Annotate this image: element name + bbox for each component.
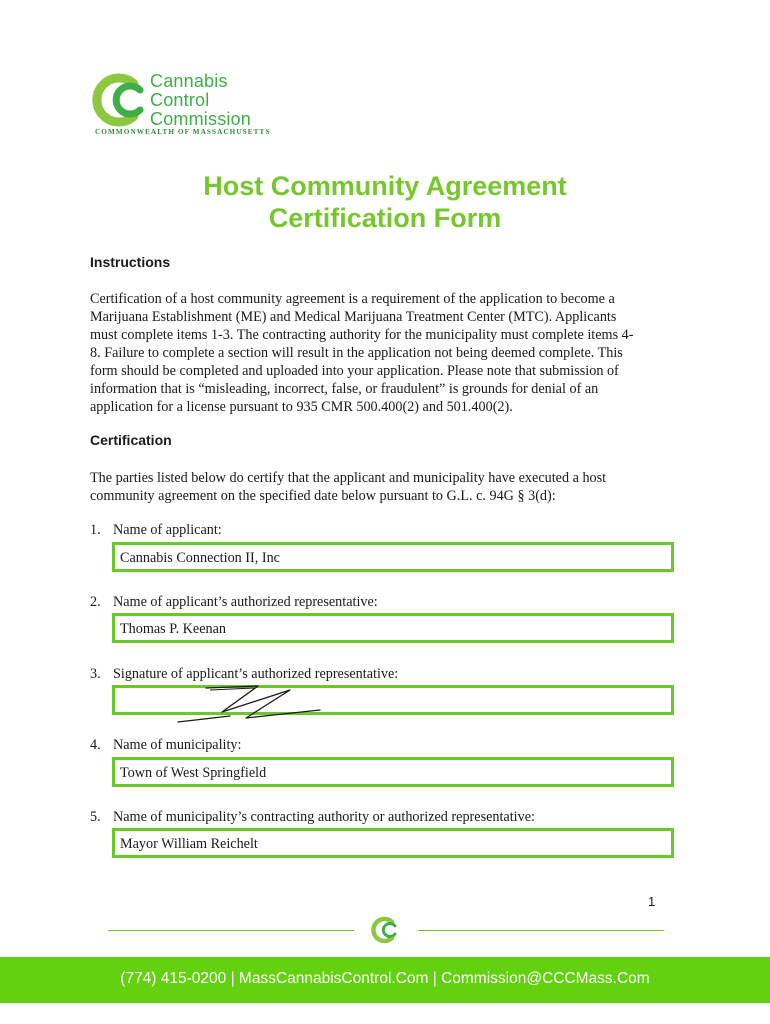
item-label-text: Name of municipality: (113, 737, 242, 753)
footer-bar (0, 957, 770, 1003)
document-title (0, 170, 770, 234)
item-number: 5. (90, 809, 101, 825)
ccc-logo (90, 68, 290, 140)
applicant-name-field[interactable] (112, 542, 674, 572)
item-label (90, 809, 535, 826)
item-label-text: Name of municipality’s contracting authority or authorized representative: (113, 809, 535, 825)
paragraph-line: The parties listed below do certify that the applicant and municipality have executed a host (90, 470, 607, 486)
page-number: 1 (648, 894, 656, 909)
ccc-logo-icon (90, 72, 152, 128)
instructions-heading: Instructions (90, 254, 171, 270)
item-label-text: Signature of applicant’s authorized representative: (113, 666, 399, 682)
paragraph-line: application for a license pursuant to 935 CMR 500.400(2) and 501.400(2). (90, 399, 513, 415)
handwritten-signature (170, 682, 330, 728)
paragraph-line: Marijuana Establishment (ME) and Medical Marijuana Treatment Center (MTC). Applicants (90, 309, 617, 325)
paragraph-line: 8. Failure to complete a section will result in the application not being deemed complete. This (90, 345, 623, 361)
paragraph-line: Certification of a host community agreement is a requirement of the application to become a (90, 291, 615, 307)
item-label (90, 666, 398, 683)
logo-word: Commission (150, 109, 252, 129)
logo-wordmark (150, 72, 251, 129)
instructions-paragraph (90, 290, 682, 416)
footer-contact-info: (774) 415-0200 | MassCannabisControl.Com | Commission@CCCMass.Com (120, 970, 650, 987)
item-label (90, 522, 222, 539)
field-value: Thomas P. Keenan (120, 621, 226, 637)
item-number: 3. (90, 666, 101, 682)
item-number: 4. (90, 737, 101, 753)
field-value: Mayor William Reichelt (120, 836, 258, 852)
logo-word: Cannabis (150, 71, 228, 91)
item-label (90, 737, 241, 754)
logo-word: Control (150, 90, 210, 110)
footer-divider-left (108, 930, 354, 931)
footer-divider-right (418, 930, 664, 931)
item-number: 1. (90, 522, 101, 538)
paragraph-line: form should be completed and uploaded into your application. Please note that submission of (90, 363, 619, 379)
title-line: Certification Form (268, 203, 502, 233)
field-value: Town of West Springfield (120, 765, 267, 781)
municipality-name-field[interactable] (112, 757, 674, 787)
certification-paragraph (90, 469, 682, 505)
field-value: Cannabis Connection II, Inc (120, 550, 280, 566)
contracting-authority-field[interactable] (112, 828, 674, 858)
item-label-text: Name of applicant: (113, 522, 222, 538)
ccc-footer-icon (371, 916, 401, 944)
item-number: 2. (90, 594, 101, 610)
paragraph-line: must complete items 1-3. The contracting authority for the municipality must complete items 4- (90, 327, 634, 343)
applicant-representative-field[interactable] (112, 613, 674, 643)
logo-subtitle: COMMONWEALTH OF MASSACHUSETTS (95, 128, 271, 136)
item-label (90, 594, 378, 611)
paragraph-line: community agreement on the specified date below pursuant to G.L. c. 94G § 3(d): (90, 488, 556, 504)
item-label-text: Name of applicant’s authorized representative: (113, 594, 378, 610)
certification-heading: Certification (90, 432, 172, 448)
title-line: Host Community Agreement (203, 171, 567, 201)
paragraph-line: information that is “misleading, incorrect, false, or fraudulent” is grounds for denial of an (90, 381, 599, 397)
